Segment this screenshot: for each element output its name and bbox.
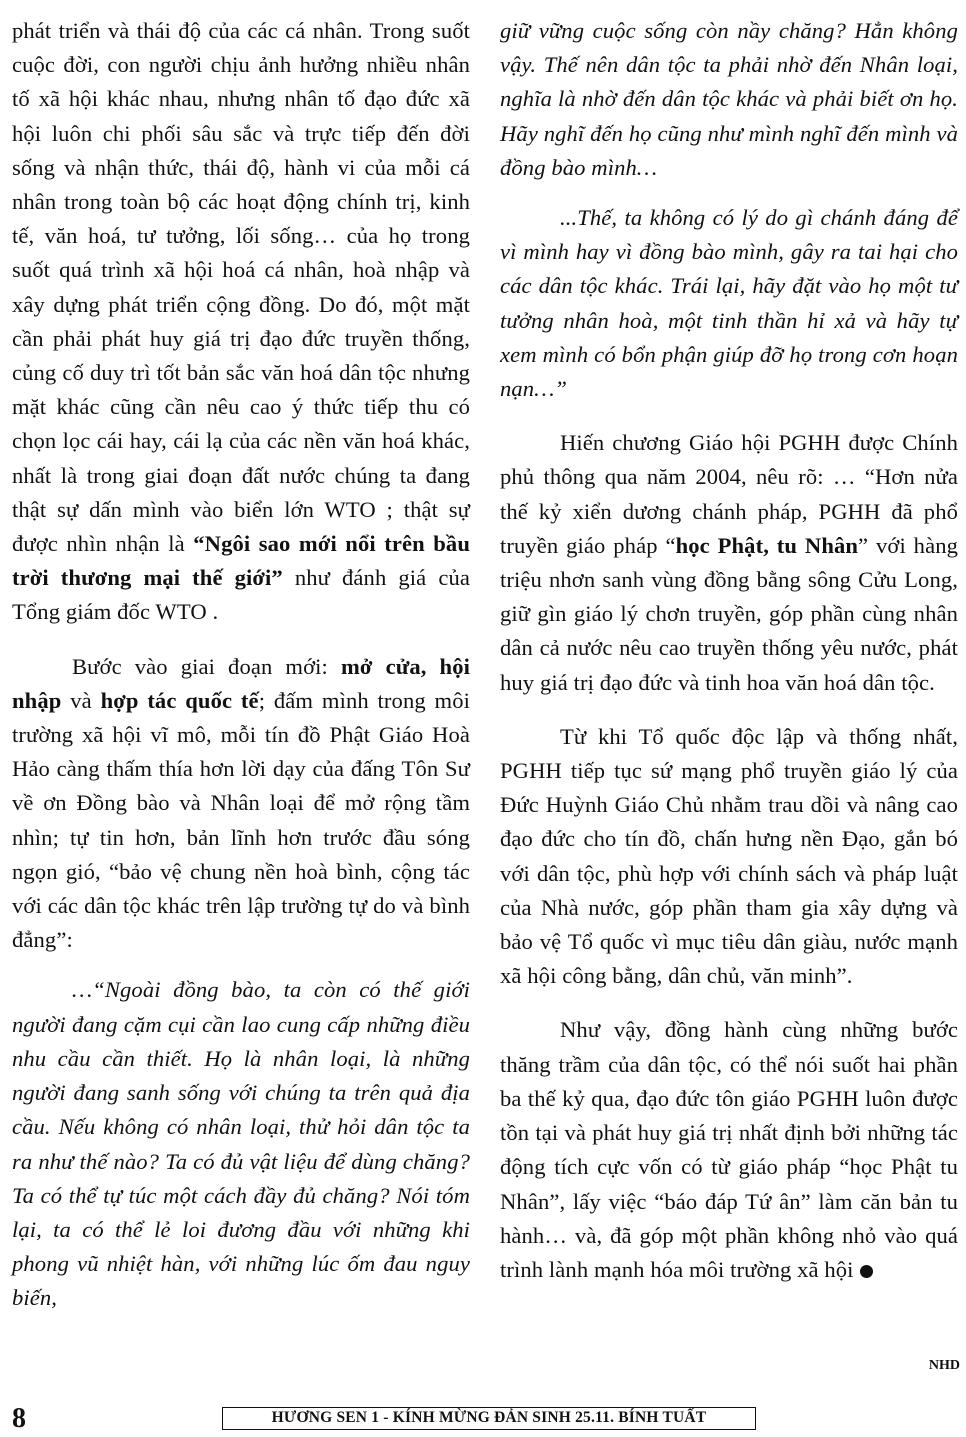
paragraph-5: Như vậy, đồng hành cùng những bước thăng trầm của dân tộc, có thể nói suốt hai phần ba thế kỷ qua, đạo đức tôn giáo PGHH luôn được tồn tại và phát huy giá trị nhất định bởi những tác động tích cực vốn có từ giáo pháp “học Phật tu Nhân”, lấy việc “báo đáp Tứ ân” làm căn bản tu hành… và, đã góp một phần không nhỏ vào quá trình lành mạnh hóa môi trường xã hội bbox=[500, 1017, 958, 1282]
bold-phrase-cooperation: hợp tác quốc tế bbox=[100, 687, 259, 713]
author-signature: NHD bbox=[928, 1358, 960, 1373]
quote-part-1: …“Ngoài đồng bào, ta còn có thế giới người đang cặm cụi cần lao cung cấp những điều nhu cầu cần thiết. Họ là nhân loại, là những người đang sanh sống với chúng ta trên quả địa cầu. Nếu không có nhân loại, thử hỏi dân tộc ta ra như thế nào? Ta có đủ vật liệu để dùng chăng? Ta có thể tự túc một cách đầy đủ chăng? Nói tóm lại, ta có thể lẻ loi đương đầu với những khi phong vũ nhiệt hàn, với những lúc ốm đau nguy biến, bbox=[12, 977, 470, 1311]
bold-phrase-open: mở cửa, hội nhập bbox=[12, 653, 471, 713]
right-column bbox=[500, 14, 958, 1287]
bold-phrase-doctrine: học Phật, tu Nhân bbox=[675, 532, 859, 558]
paragraph-3: Hiến chương Giáo hội PGHH được Chính phủ thông qua năm 2004, nêu rõ: … “Hơn nửa thế kỷ xiển dương chánh pháp, PGHH đã phổ truyền giáo pháp “học Phật, tu Nhân” với hàng triệu nhơn sanh vùng đồng bằng sông Cửu Long, giữ gìn giáo lý chơn truyền, góp phần cùng nhân dân cả nước nêu cao truyền thống yêu nước, phát huy giá trị đạo đức và tinh hoa văn hoá dân tộc. bbox=[500, 430, 958, 695]
quote-part-2: giữ vững cuộc sống còn nầy chăng? Hẳn không vậy. Thế nên dân tộc ta phải nhờ đến Nhân loại, nghĩa là nhờ đến dân tộc khác và phải biết ơn họ. Hãy nghĩ đến họ cũng như mình nghĩ đến mình và đồng bào mình… bbox=[500, 18, 958, 180]
paragraph-2: Bước vào giai đoạn mới: mở cửa, hội nhập và hợp tác quốc tế; đấm mình trong môi trường xã hội vĩ mô, mỗi tín đồ Phật Giáo Hoà Hảo càng thấm thía hơn lời dạy của đấng Tôn Sư về ơn Đồng bào và Nhân loại để mở rộng tầm nhìn; tự tin hơn, bản lĩnh hơn trước đầu sóng ngọn gió, “bảo vệ chung nền hoà bình, cộng tác với các dân tộc khác trên lập trường tự do và bình đẳng”: bbox=[12, 653, 471, 953]
paragraph-4: Từ khi Tổ quốc độc lập và thống nhất, PGHH tiếp tục sứ mạng phổ truyền giáo lý của Đức Huỳnh Giáo Chủ nhằm trau dồi và nâng cao đạo đức cho tín đồ, chấn hưng nền Đạo, gắn bó với dân tộc, phù hợp với chính sách và pháp luật của Nhà nước, góp phần tham gia xây dựng và bảo vệ Tổ quốc vì mục tiêu dân giàu, nước mạnh xã hội công bằng, dân chủ, văn minh”. bbox=[500, 723, 958, 989]
wto-quote-bold: “Ngôi sao mới nổi trên bầu trời thương mại thế giới” bbox=[12, 531, 470, 591]
left-column bbox=[12, 14, 470, 1316]
page-number: 8 bbox=[12, 1403, 26, 1434]
quote-part-3: ...Thế, ta không có lý do gì chánh đáng để vì mình hay vì đồng bào mình, gây ra tai hại cho các dân tộc khác. Trái lại, hãy đặt vào họ một tư tưởng nhân hoà, một tinh thần hỉ xả và hãy tự xem mình có bổn phận giúp đỡ họ trong cơn hoạn nạn…” bbox=[500, 205, 958, 402]
footer-banner: HƯƠNG SEN 1 - KÍNH MỪNG ĐẢN SINH 25.11. BÍNH TUẤT bbox=[222, 1407, 756, 1430]
end-bullet-icon bbox=[860, 1265, 873, 1278]
paragraph-1: phát triển và thái độ của các cá nhân. Trong suốt cuộc đời, con người chịu ảnh hưởng nhiều nhân tố xã hội khác nhau, nhưng nhân tố đạo đức xã hội luôn chi phối sâu sắc và trực tiếp đến đời sống và nhận thức, thái độ, hành vi của mỗi cá nhân trong toàn bộ các hoạt động chính trị, kinh tế, văn hoá, tư tưởng, lối sống… của họ trong suốt quá trình xã hội hoá cá nhân, hoà nhập và xây dựng phát triển cộng đồng. Do đó, một mặt cần phải phát huy giá trị đạo đức truyền thống, củng cố duy trì tốt bản sắc văn hoá dân tộc nhưng mặt khác cũng cần nêu cao ý thức tiếp thu có chọn lọc cái hay, cái lạ của các nền văn hoá khác, nhất là trong giai đoạn đất nước chúng ta đang thật sự dấn mình vào biển lớn WTO ; thật sự được nhìn nhận là “Ngôi sao mới nổi trên bầu trời thương mại thế giới” như đánh giá của Tổng giám đốc WTO . bbox=[12, 18, 470, 625]
